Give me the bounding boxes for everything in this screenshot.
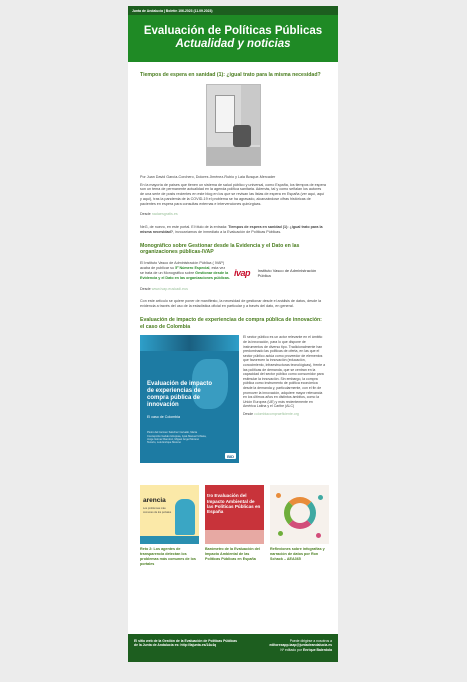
bid-logo: BID <box>227 453 234 459</box>
article3-title[interactable]: Evaluación de impacto de experiencias de compra pública de innovación: el caso de Colombia <box>140 317 322 330</box>
related-post-3[interactable] <box>270 485 329 567</box>
cover-title: Evaluación de impacto de experiencias de compra pública de innovación <box>147 381 213 408</box>
ivap-monograph-link[interactable]: Gestionar desde la Evidencia y el Dato en las organizaciones públicas. <box>140 270 230 280</box>
article2-footer: Con este artículo se quiere poner de manifiesto, la necesidad de gestionar desde el análisis de datos, desde la evidencia a través del uso de la estadística oficial en particular y a través del dato, en general. <box>140 299 322 309</box>
article1-note: NeG, de nuevo, en este portal. El título de la entrada: Tiempos de espera en sanidad (1): ¿igual trato para la misma necesidad?, invocaríamos de inmediato a la Evaluación de Políticas Públicas. <box>140 224 323 234</box>
article1-note-title: Tiempos de espera en sanidad (1): ¿igual trato para la misma necesidad? <box>140 224 323 234</box>
cover-subtitle: El caso de Colombia <box>147 415 180 420</box>
article1-body: En la mayoría de países que tienen un sistema de salud público y universal, como España, los tiempos de espera son un tema de permanente actualidad en la agenda política sanitaria. Además, tal y como señalan los autores de una serie de posts recientes en este blog en los que se revisan las listas de espera en España (ver aquí, aquí y aquí), tras la pandemia de la COVID-19 el problema se ha agravado, alcanzándose cifras históricas de pacientes en espera para consultas externas e intervenciones quirúrgicas. <box>140 182 326 207</box>
ivap-logo <box>234 261 326 284</box>
article1-title[interactable]: Tiempos de espera en sanidad (1): ¿igual trato para la misma necesidad? <box>140 72 321 78</box>
article1-source: Desde nadaesgratis.es <box>140 212 178 217</box>
article2-source: Desde www.ivap.euskadi.eus <box>140 286 188 291</box>
footer <box>128 634 338 662</box>
content <box>128 62 338 567</box>
article3-row <box>140 335 326 463</box>
article1-byline: Por Juan David García-Corchero, Dolores Jiménez-Rubio y Laia Bosque-Mercader <box>140 174 276 179</box>
bid-report-cover[interactable] <box>140 335 239 463</box>
article2-intro <box>140 261 326 284</box>
article3-source-link[interactable]: colombiacompraeficiente.org <box>254 411 299 416</box>
article2-title[interactable]: Monográfico sobre Gestionar desde la Evidencia y el Dato en las organizaciones públicas-IVAP <box>140 242 300 256</box>
related-post-1-caption[interactable]: Reto 2: Los agentes de transparencia detectan los problemas más comunes de los portales <box>140 547 196 567</box>
article2-source-link[interactable]: www.ivap.euskadi.eus <box>151 286 188 291</box>
related-post-1[interactable] <box>140 485 199 567</box>
related-posts <box>140 485 326 567</box>
related-post-3-image[interactable] <box>270 485 329 544</box>
article1-photo[interactable] <box>206 84 261 166</box>
article2-body: El Instituto Vasco de Administración Pública ( IVAP) acaba de publicar su 5º Número Especial, esta vez se trata de un Monográfico sobre Gestionar desde la Evidencia y el Dato en las organizaciones públicas. <box>140 260 230 280</box>
top-bar <box>128 6 338 15</box>
cover-authors: Pietro del Carmen Sánchez Carvallo, María Concepción Galván Hinojosa, José Manuel Urbieta, Jorge Gómez Ramírez, Miguel Ángel Moreno Tenorio, Luis Enrique Moreno <box>147 431 207 445</box>
contact-email-link[interactable]: editorexapp.iaap@juntadeandalucia.es <box>269 643 332 648</box>
banner <box>128 15 338 62</box>
article3-source: Desde colombiacompraeficiente.org <box>243 411 299 416</box>
ivap-special-link[interactable]: 5º Número Especial <box>175 265 210 270</box>
footer-site-info: El sitio web de la Gestión de la Evaluación de Políticas Públicas de la Junta de Andalucía es: http://lajunta.es/14u4q <box>134 639 238 648</box>
article3-body: El sector público es un actor relevante en el ámbito de la innovación, para lo que dispone de instrumentos de diverso tipo. Tradicionalmente han predominado las políticas de oferta, en las que el sector público actúa como proveedor de elementos que favorecen la innovación (educación, conocimiento, infraestructuras tecnológicas), frente a las políticas de demanda, que se centran en la capacidad del sector público como consumidor para estimular la innovación. Sin embargo, la compra pública como instrumento de política económica desde la demanda y, particularmente, con el fin de promover la innovación, adquiere mayor relevancia en los últimos años en distintos ámbitos, como la Unión Europea (UE) y más recientemente en América Latina y el Caribe (ALC) <box>243 335 326 409</box>
related-post-2[interactable] <box>205 485 264 567</box>
related-post-3-caption[interactable]: Reflexiones sobre infografías y narración de datos por Ron Schack – AEA365 <box>270 547 325 562</box>
banner-title: Evaluación de Políticas Públicas <box>143 25 323 37</box>
article1-source-link[interactable]: nadaesgratis.es <box>151 212 178 217</box>
newsletter <box>128 6 338 662</box>
related-post-1-image[interactable]: arencia Los problemas más comunes de los portales <box>140 485 199 544</box>
ivap-logo-mark: ivap <box>234 268 251 279</box>
related-post-2-caption[interactable]: Barómetro de la Evaluación del Impacto Ambiental de las Políticas Públicas en España <box>205 547 260 562</box>
bulletin-info: Junta de Andalucía | Boletín 106-2023 (11.09.2023) <box>132 8 213 13</box>
editor-name: Enrique Balerdola <box>302 647 332 652</box>
banner-subtitle: Actualidad y noticias <box>175 38 291 50</box>
related-post-2-image[interactable]: tro Evaluación del Impacto Ambiental de las Políticas Públicas en España <box>205 485 264 544</box>
ivap-logo-name: Instituto Vasco de Administración Pública <box>257 268 317 278</box>
footer-contact: Puede dirigirse a nosotros a editorexapp.iaap@juntadeandalucia.es Nº editado por Enrique Balerdola <box>247 639 332 657</box>
